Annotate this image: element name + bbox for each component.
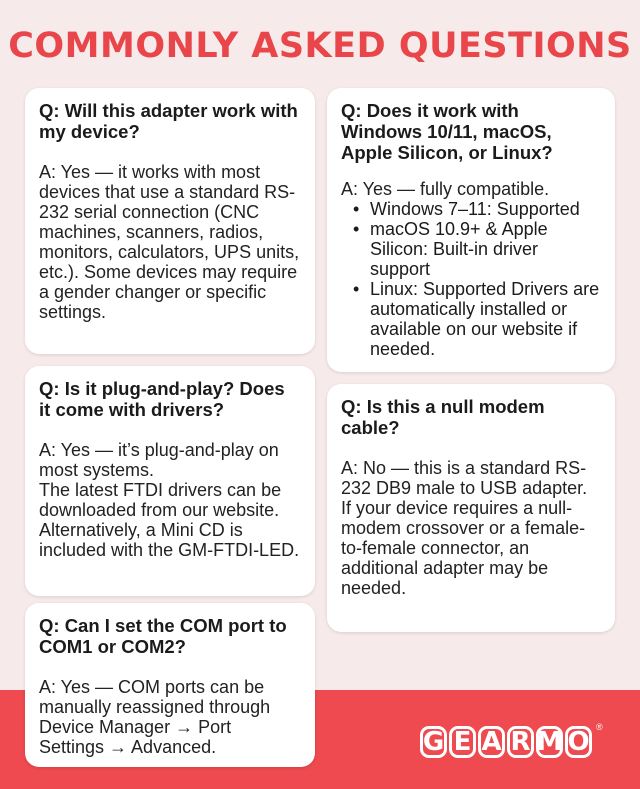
logo-letter: O	[565, 726, 592, 758]
logo-letter: E	[449, 726, 476, 758]
faq-question: Q: Is this a null modem cable?	[341, 396, 545, 438]
logo-letter: G	[420, 726, 447, 758]
faq-card-com-port	[25, 603, 315, 767]
faq-question: Q: Can I set the COM port to COM1 or COM2?	[39, 615, 287, 657]
faq-answer: A: Yes — it works with most devices that use a standard RS-232 serial connection (CNC machines, scanners, radios, monitors, calculators, UPS units, etc.). Some devices may require a gender changer or specific settings.	[39, 162, 300, 322]
page-title: COMMONLY ASKED QUESTIONS	[8, 26, 632, 66]
faq-card-os-compatibility	[327, 88, 615, 372]
faq-card-null-modem	[327, 384, 615, 632]
os-support-item: • macOS 10.9+ & Apple Silicon: Built-in driver support	[353, 219, 601, 279]
faq-question: Q: Will this adapter work with my device?	[39, 100, 298, 142]
logo-letter: A	[478, 726, 505, 758]
faq-answer-detail: The latest FTDI drivers can be downloaded from our website. Alternatively, a Mini CD is included with the GM-FTDI-LED.	[39, 480, 300, 560]
faq-question: Q: Is it plug-and-play? Does it come with drivers?	[39, 378, 285, 420]
faq-answer: A: No — this is a standard RS-232 DB9 male to USB adapter.	[341, 458, 588, 498]
faq-answer: A: Yes — it’s plug-and-play on most systems.	[39, 440, 279, 480]
faq-card-plug-and-play	[25, 366, 315, 596]
logo-letter: M	[536, 727, 563, 757]
os-support-item: • Windows 7–11: Supported	[353, 199, 601, 219]
faq-question: Q: Does it work with Windows 10/11, macOS, Apple Silicon, or Linux?	[341, 100, 553, 163]
gearmo-logo	[420, 722, 603, 762]
faq-answer-detail: If your device requires a null-modem crossover or a female-to-female connector, an additional adapter may be needed.	[341, 498, 586, 598]
faq-card-device-compatibility	[25, 88, 315, 354]
logo-letter: R	[507, 726, 534, 758]
os-support-list	[353, 199, 601, 359]
faq-answer: A: Yes — fully compatible.	[341, 179, 550, 199]
faq-answer: A: Yes — COM ports can be manually reassigned through Device Manager → Port Settings → Advanced.	[39, 677, 271, 757]
os-support-item: • Linux: Supported Drivers are automatically installed or available on our website if needed.	[353, 279, 601, 359]
registered-mark: ®	[596, 722, 603, 732]
